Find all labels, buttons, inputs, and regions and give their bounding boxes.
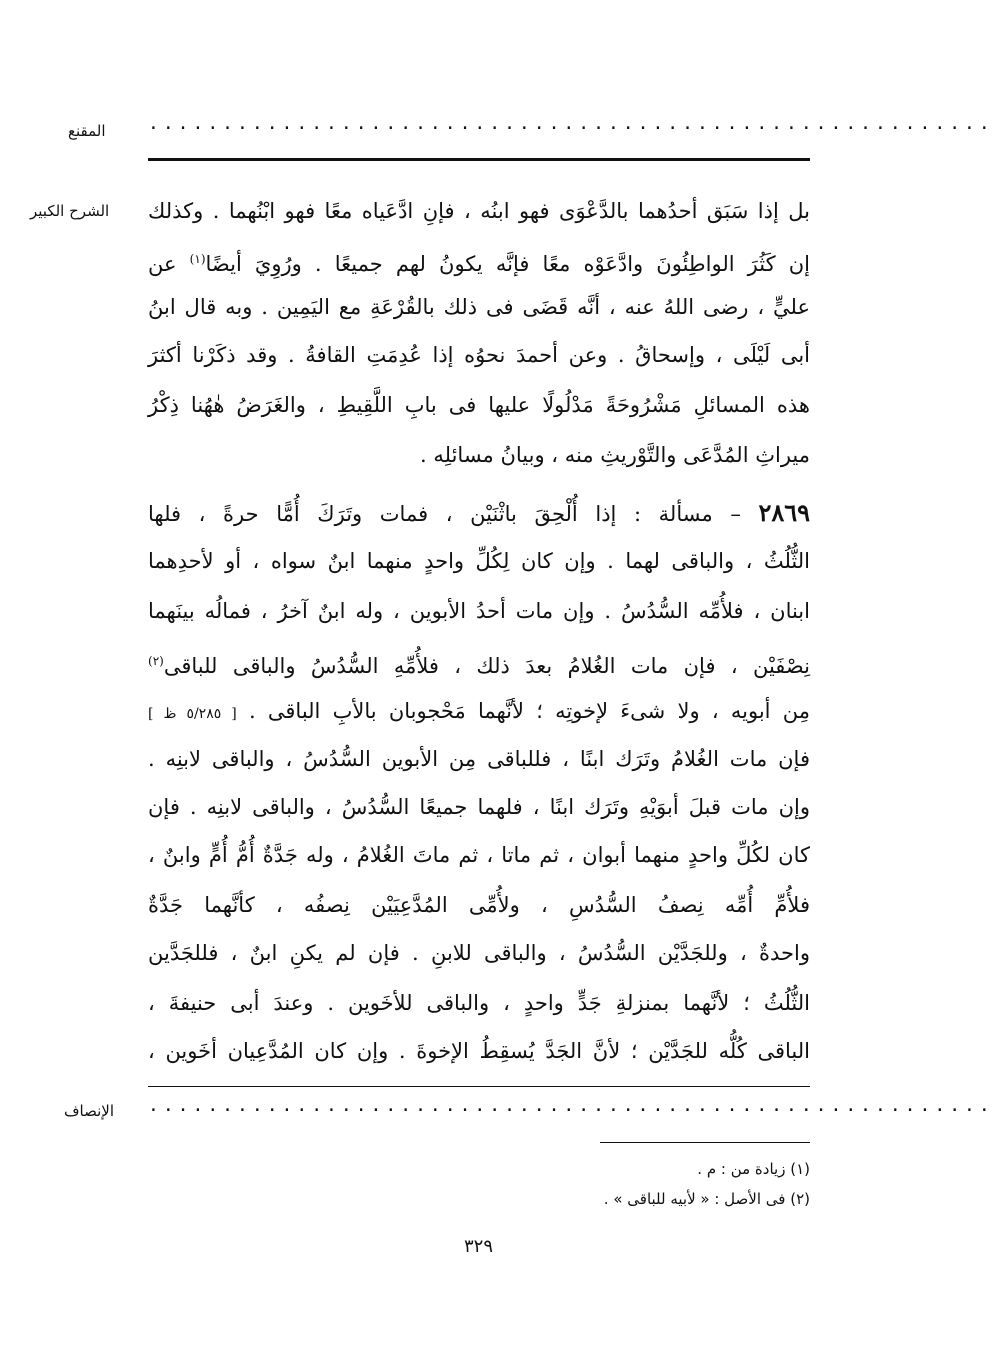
text-line bbox=[148, 244, 810, 279]
text-line: كان لكُلِّ واحدٍ منهما أبوان ، ثم ماتا ، ثم ماتَ الغُلامُ ، وله جَدَّةٌ أُمُّ أُمٍّ وابنٌ ، bbox=[148, 843, 810, 867]
text-segment: إن كَثُرَ الواطِئُونَ وادَّعَوْه معًا فإنَّه يكونُ لهم جميعًا . ورُوِيَ أيضًا bbox=[205, 252, 810, 276]
text-line: هذه المسائلِ مَشْرُوحَةً مَدْلُولًا عليها فى بابِ اللَّقِيطِ ، والغَرَضُ هٰهُنا ذِكْرُ bbox=[148, 393, 810, 417]
footnote-rule bbox=[600, 1142, 810, 1143]
text-line: وإن مات قبلَ أبوَيْهِ وتَرَك ابنًا ، فلهما جميعًا السُّدُسُ ، والباقى لابنِه . فإن bbox=[148, 795, 810, 819]
text-line bbox=[148, 696, 810, 729]
page-number: ٣٢٩ bbox=[463, 1236, 493, 1257]
text-segment: عن bbox=[148, 252, 177, 276]
text-line: فلأُمِّ أُمِّه نِصفُ السُّدُسِ ، ولأُمِّى المُدَّعِيَيْن نِصفُه ، كأنَّهما جَدَّةٌ bbox=[148, 893, 810, 917]
text-line: بل إذا سَبَق أحدُهما بالدَّعْوَى فهو ابنُه ، فإنِ ادَّعَياه معًا فهو ابْنُهما . وكذلك bbox=[148, 199, 810, 223]
text-line bbox=[148, 646, 810, 681]
footnote-ref: (٢) bbox=[148, 654, 164, 668]
sharh-label: الشرح الكبير bbox=[30, 202, 110, 220]
text-line: ميراثِ المُدَّعَى والتَّوْريثِ منه ، وبيانُ مسائلِه . bbox=[420, 443, 810, 467]
text-line: واحدةٌ ، وللجَدَّيْن السُّدُسُ ، والباقى للابنِ . فإن لم يكنِ ابنٌ ، فللجَدَّين bbox=[148, 941, 810, 965]
footnote: (١) زيادة من : م . bbox=[697, 1160, 810, 1178]
matn-dotted-line: ························································· bbox=[148, 118, 994, 139]
text-segment: مِن أبويه ، ولا شىءَ لإخوتِه ؛ لأنَّهما مَحْجوبان بالأبِ الباقى . bbox=[248, 699, 810, 723]
insaf-dotted-line: ························································· bbox=[148, 1100, 994, 1121]
text-line bbox=[148, 498, 810, 529]
footnote-ref: (١) bbox=[189, 252, 206, 266]
text-line: أبى لَيْلَى ، وإسحاقُ . وعن أحمدَ نحوُه إذا عُدِمَتِ القافةُ . وقد ذكَرْنا أكثرَ bbox=[148, 343, 810, 367]
text-line: عليٍّ ، رضى اللهُ عنه ، أنَّه قَضَى فى ذلك بالقُرْعَةِ مع اليَمِين . وبه قال ابنُ bbox=[148, 295, 810, 319]
text-line: ابنان ، فلأُمِّه السُّدُسُ . وإن مات أحدُ الأبوين ، وله ابنٌ آخرُ ، فمالُه بينَهما bbox=[148, 599, 810, 623]
text-line: الثُّلُثُ ، والباقى لهما . وإن كان لِكُلِّ واحدٍ منهما ابنٌ سواه ، أو لأحدِهما bbox=[148, 549, 810, 573]
insaf-label: الإنصاف bbox=[64, 1102, 115, 1120]
text-segment: نِصْفَيْن ، فإن مات الغُلامُ بعدَ ذلك ، فلأُمِّهِ السُّدُسُ والباقى للباقى bbox=[163, 654, 810, 678]
book-label: المقنع bbox=[68, 122, 106, 140]
text-line: الثُّلُثُ ؛ لأنَّهما بمنزلةِ جَدٍّ واحدٍ ، والباقى للأخَوين . وعندَ أبى حنيفةَ ، bbox=[148, 991, 810, 1015]
footnote: (٢) فى الأصل : « لأبيه للباقى » . bbox=[603, 1190, 810, 1208]
margin-ref: [ ٥/٢٨٥ ظ ] bbox=[148, 706, 237, 722]
issue-number: ٢٨٦٩ bbox=[758, 498, 810, 527]
text-line: الباقى كُلُّه للجَدَّيْن ؛ لأنَّ الجَدَّ يُسقِطُ الإخوةَ . وإن كان المُدَّعِيان أخَوين ، bbox=[148, 1039, 810, 1063]
text-segment: – مسألة : إذا أُلْحِقَ باثْنَيْن ، فمات وتَرَكَ أُمًّا حرةً ، فلها bbox=[148, 502, 741, 526]
header-rule bbox=[148, 158, 810, 161]
insaf-rule bbox=[148, 1086, 810, 1087]
text-line: فإن مات الغُلامُ وتَرَك ابنًا ، فللباقى مِن الأبوين السُّدُسُ ، والباقى لابنِه . bbox=[148, 747, 810, 771]
